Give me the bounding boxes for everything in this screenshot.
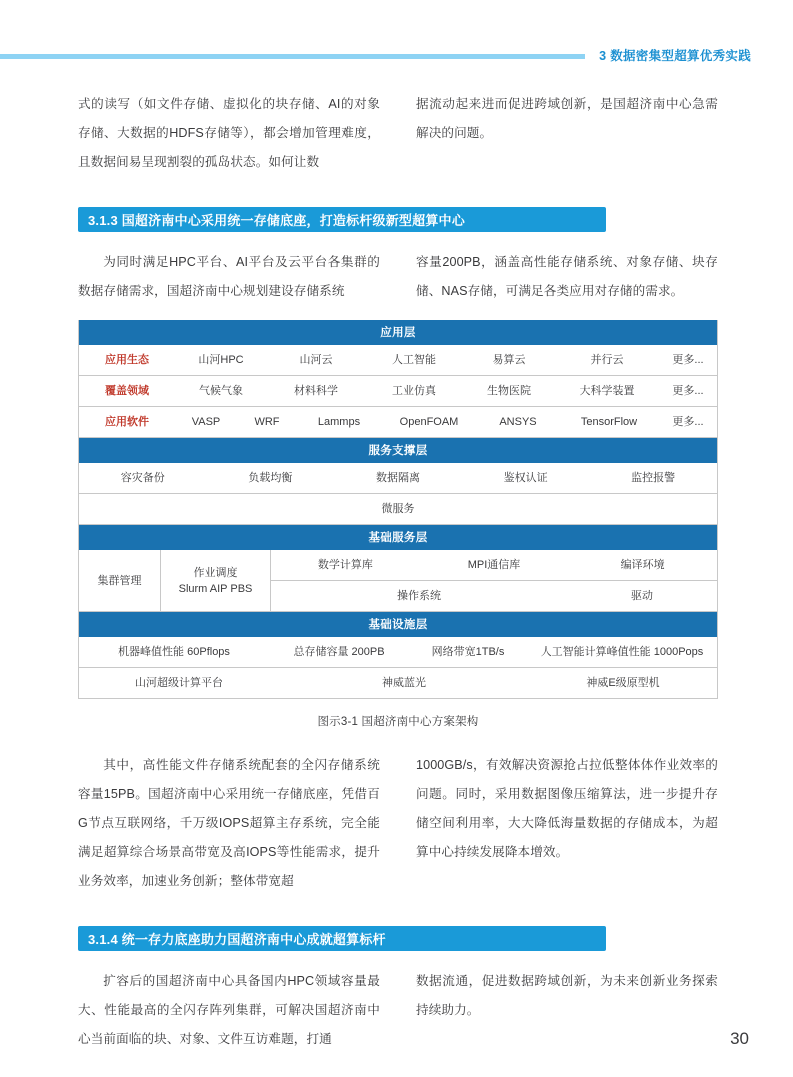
cell-job-scheduling (161, 550, 271, 611)
cell-microservice: 微服务 (381, 503, 415, 515)
table-row-microservice (79, 494, 717, 525)
table-row-service-support (79, 463, 717, 494)
section-314-left-text: 扩容后的国超济南中心具备国内HPC领域容量最大、性能最高的全闪存阵列集群，可解决国超济南中心当前面临的块、对象、文件互访难题，打通 (78, 974, 380, 1046)
cell-coverage-5: 大科学装置 (579, 385, 635, 397)
section-314-right-column (416, 967, 718, 1054)
page-content (78, 90, 718, 1054)
cell-service-2: 负载均衡 (248, 472, 293, 484)
cell-network-bandwidth: 网络带宽1TB/s (431, 646, 505, 658)
table-row-basic-service (79, 550, 717, 612)
cell-total-storage: 总存储容量 200PB (293, 646, 385, 658)
cell-app-ecosystem-1: 山河HPC (198, 354, 244, 366)
cell-software-1: VASP (191, 416, 221, 428)
band-application-layer: 应用层 (79, 320, 717, 345)
cell-sunway-bluelight: 神威蓝光 (382, 677, 426, 689)
table-row-coverage-domain (79, 376, 717, 407)
basic-service-grid (79, 550, 717, 611)
chapter-title: 3 数据密集型超算优秀实践 (599, 49, 751, 63)
band-service-support-layer: 服务支撑层 (79, 438, 717, 463)
band-infrastructure-layer: 基础设施层 (79, 612, 717, 637)
cell-operating-system: 操作系统 (397, 590, 441, 602)
cell-compile-environment: 编译环境 (620, 559, 665, 571)
cell-app-ecosystem-4: 易算云 (492, 354, 526, 366)
cell-service-5: 监控报警 (631, 472, 676, 484)
intro-right-column (416, 90, 718, 177)
section-heading-314-label: 3.1.4 统一存力底座助力国超济南中心成就超算标杆 (88, 932, 386, 947)
post-figure-left-column (78, 751, 380, 896)
cell-software-4: OpenFOAM (399, 416, 459, 428)
cell-coverage-1: 气候气象 (199, 385, 243, 397)
cell-sunway-exascale-prototype: 神威E级原型机 (586, 677, 660, 689)
section-314-paragraph-columns (78, 967, 718, 1054)
intro-paragraph-columns (78, 90, 718, 177)
section-314-left-column (78, 967, 380, 1054)
section-314-right-text: 数据流通，促进数据跨域创新，为未来创新业务探索持续助力。 (416, 974, 718, 1017)
cell-service-3: 数据隔离 (375, 472, 420, 484)
cell-coverage-3: 工业仿真 (392, 385, 436, 397)
architecture-diagram (78, 320, 718, 699)
page-header (0, 40, 751, 70)
intro-left-column (78, 90, 380, 177)
section-313-paragraph-columns (78, 248, 718, 306)
post-figure-paragraph-columns (78, 751, 718, 896)
section-heading-313 (78, 207, 606, 232)
table-row-app-software (79, 407, 717, 438)
page-number: 30 (730, 1029, 749, 1048)
basic-service-right-stack (271, 550, 717, 611)
header-rule-decoration (0, 54, 585, 59)
section-313-right-column (416, 248, 718, 306)
cell-software-more: 更多... (672, 416, 704, 428)
table-row-libraries (271, 550, 717, 581)
cell-driver: 驱动 (631, 590, 653, 602)
cell-shanhe-platform: 山河超级计算平台 (135, 677, 223, 689)
row-label-app-software: 应用软件 (105, 416, 149, 428)
row-label-app-ecosystem: 应用生态 (105, 354, 149, 366)
cell-cluster-management (79, 550, 161, 611)
cell-coverage-more: 更多... (672, 385, 704, 397)
cell-mpi-library: MPI通信库 (467, 559, 521, 571)
cell-service-1: 容灾备份 (120, 472, 165, 484)
cell-software-5: ANSYS (499, 416, 537, 428)
cell-peak-performance: 机器峰值性能 60Pflops (118, 646, 230, 658)
cell-math-library: 数学计算库 (317, 559, 373, 571)
cell-app-ecosystem-more: 更多... (672, 354, 704, 366)
cell-software-3: Lammps (317, 416, 361, 428)
cell-app-ecosystem-2: 山河云 (299, 354, 333, 366)
section-313-left-text: 为同时满足HPC平台、AI平台及云平台各集群的数据存储需求，国超济南中心规划建设存储系统 (78, 255, 380, 298)
section-heading-314 (78, 926, 606, 951)
cell-software-2: WRF (254, 416, 280, 428)
post-figure-right-text: 1000GB/s，有效解决资源抢占拉低整体体作业效率的问题。同时，采用数据图像压缩算法，进一步提升存储空间利用率，大大降低海量数据的存储成本，为超算中心持续发展降本增效。 (416, 758, 718, 859)
cell-app-ecosystem-3: 人工智能 (392, 354, 436, 366)
cell-cluster-management-label: 集群管理 (97, 574, 142, 587)
post-figure-right-column (416, 751, 718, 896)
section-313-left-column (78, 248, 380, 306)
table-row-infrastructure-platform (79, 668, 717, 698)
table-row-infrastructure-perf (79, 637, 717, 668)
cell-job-scheduling-tools: Slurm AIP PBS (178, 582, 253, 595)
figure-caption: 图示3-1 国超济南中心方案架构 (317, 716, 479, 728)
cell-coverage-4: 生物医院 (487, 385, 531, 397)
cell-coverage-2: 材料科学 (294, 385, 338, 397)
intro-left-text: 式的读写（如文件存储、虚拟化的块存储、AI的对象存储、大数据的HDFS存储等），都会增加管理难度，且数据间易呈现割裂的孤岛状态。如何让数 (78, 97, 380, 169)
cell-software-6: TensorFlow (580, 416, 638, 428)
cell-service-4: 鉴权认证 (503, 472, 548, 484)
table-row-app-ecosystem (79, 345, 717, 376)
section-heading-313-label: 3.1.3 国超济南中心采用统一存储底座，打造标杆级新型超算中心 (88, 213, 465, 228)
table-row-os-driver (271, 581, 717, 611)
cell-job-scheduling-title: 作业调度 (193, 566, 238, 579)
section-313-right-text: 容量200PB，涵盖高性能存储系统、对象存储、块存储、NAS存储，可满足各类应用对存储的需求。 (416, 255, 718, 298)
row-label-coverage-domain: 覆盖领域 (105, 385, 149, 397)
intro-right-text: 据流动起来进而促进跨域创新，是国超济南中心急需解决的问题。 (416, 97, 718, 140)
cell-ai-peak-performance: 人工智能计算峰值性能 1000Pops (540, 646, 704, 658)
cell-app-ecosystem-5: 并行云 (590, 354, 624, 366)
band-basic-service-layer: 基础服务层 (79, 525, 717, 550)
post-figure-left-text: 其中，高性能文件存储系统配套的全闪存储系统容量15PB。国超济南中心采用统一存储底座，凭借百G节点互联网络，千万级IOPS超算主存系统，完全能满足超算综合场景高带宽及高IOPS等性能需求，提升业务效率，加速业务创新；整体带宽超 (78, 758, 380, 888)
